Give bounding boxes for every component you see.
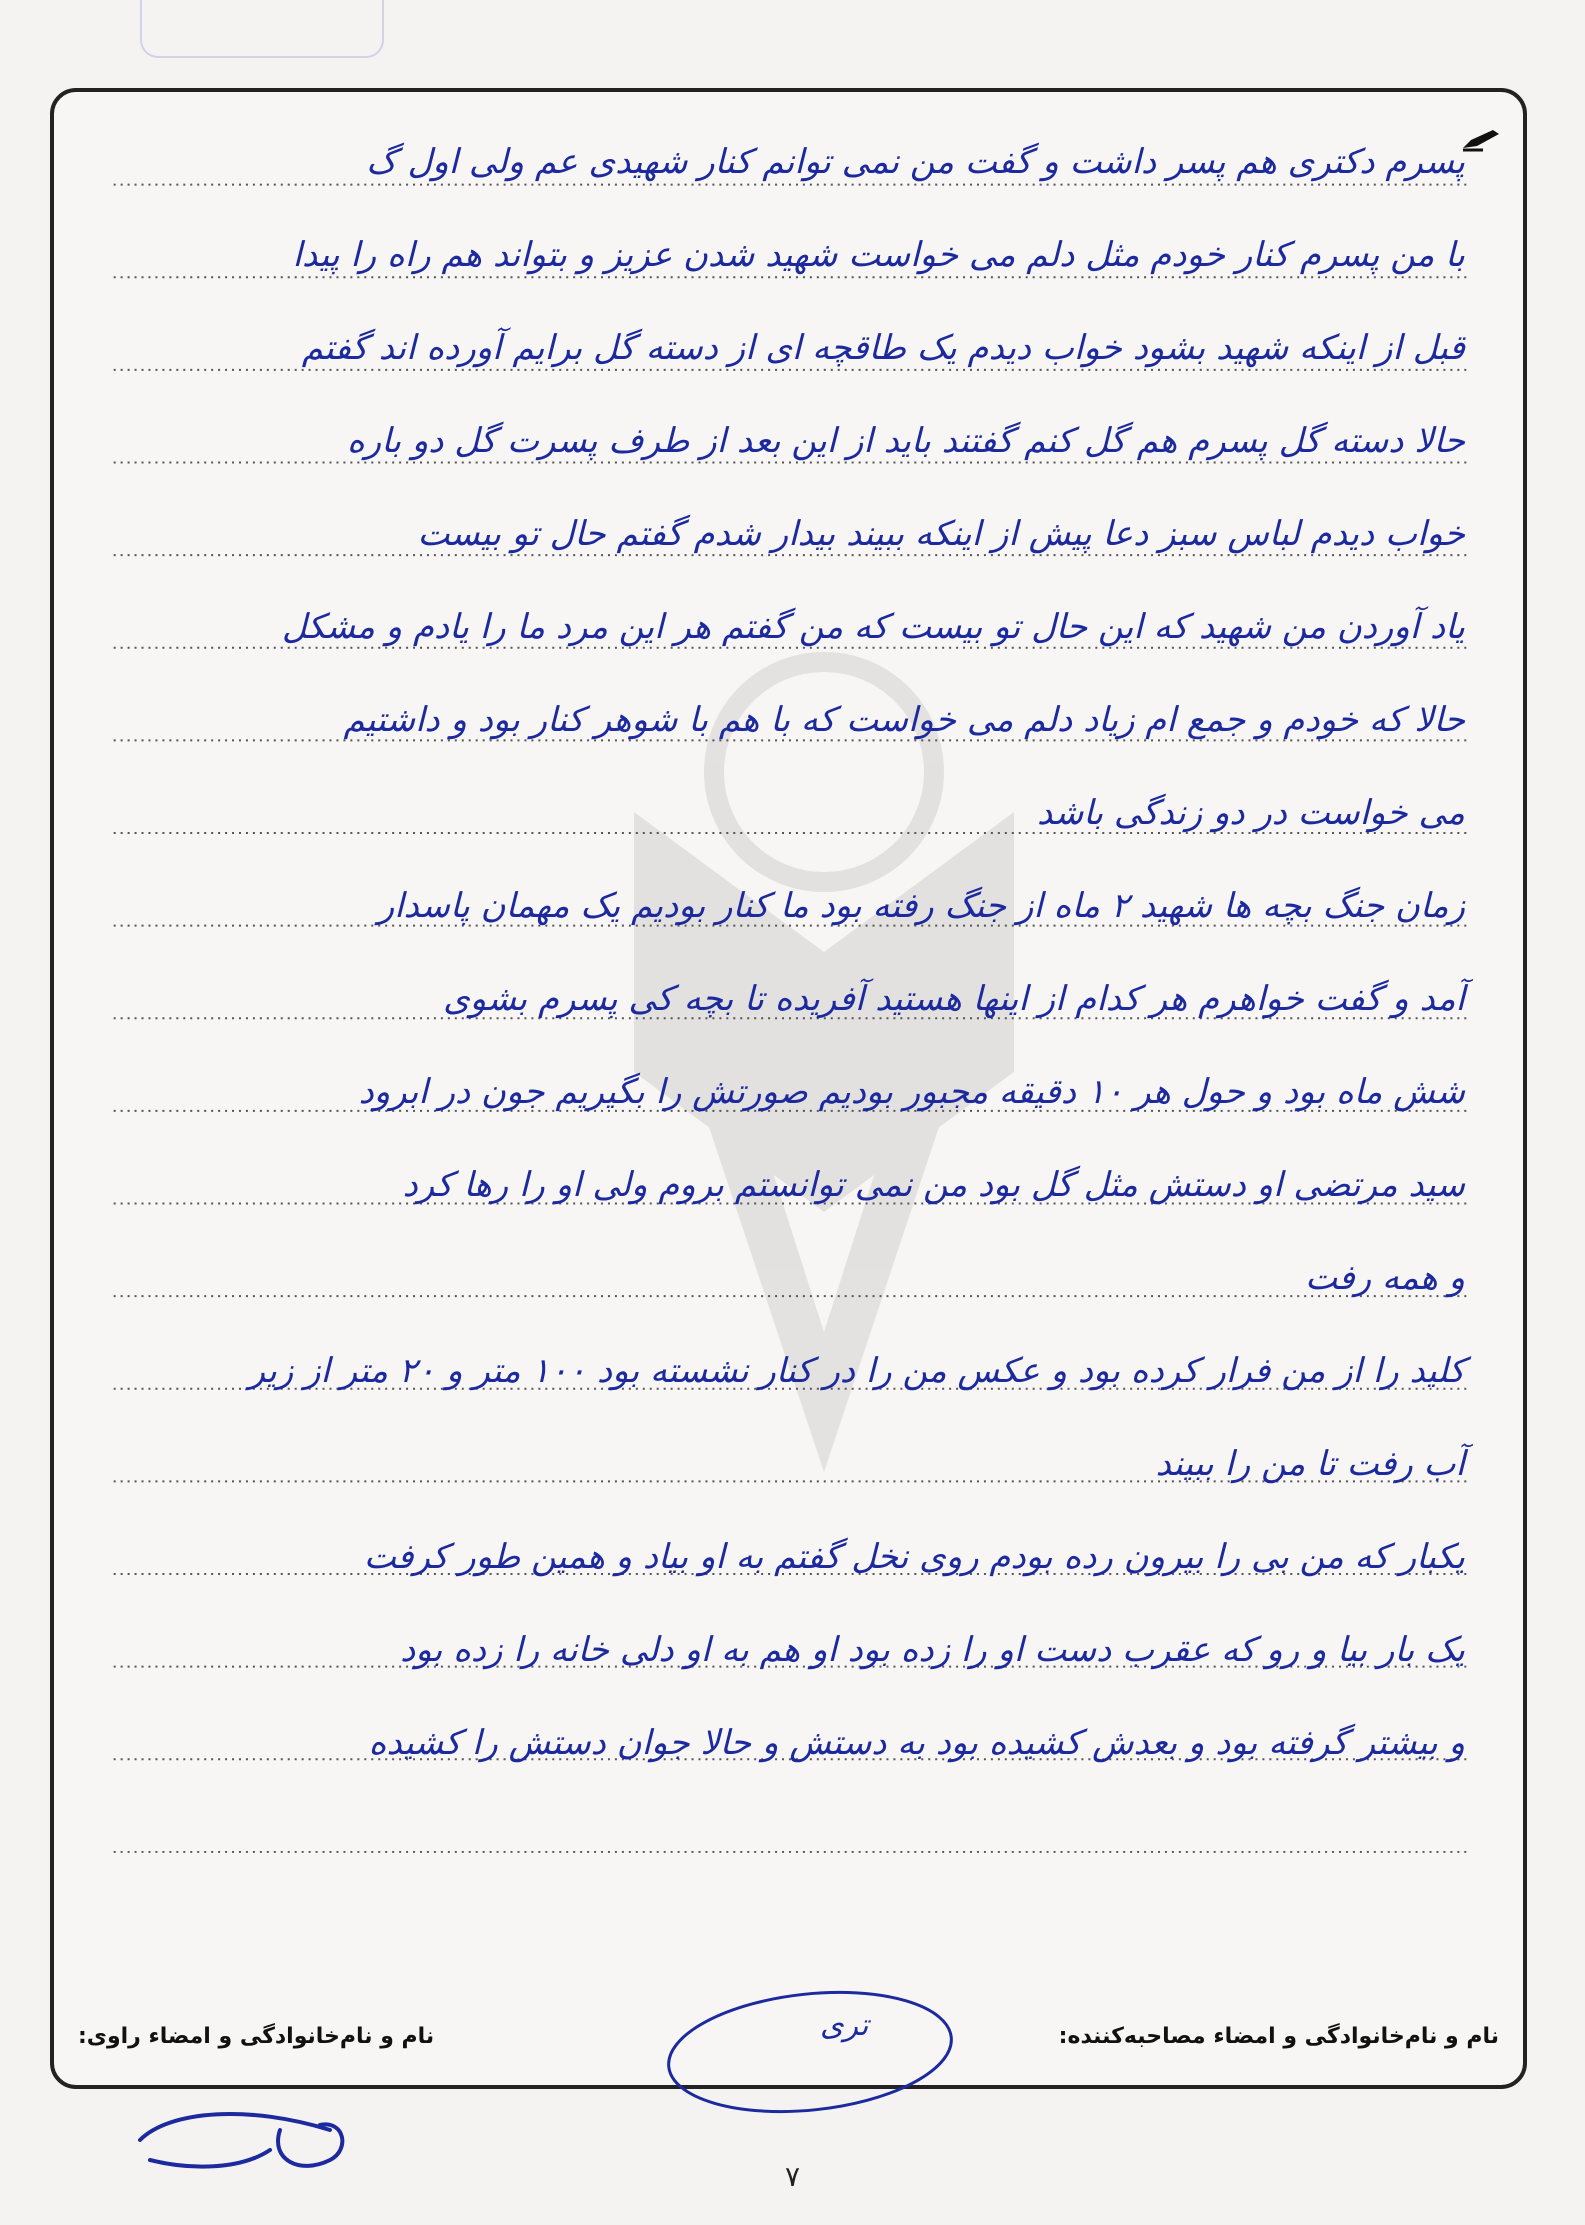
handwritten-line: کلید را از من فرار کرده بود و عکس من را در کنار نشسته بود ۱۰۰ متر و ۲۰ متر از زیر [248,1351,1465,1391]
handwritten-line: و همه رفت [1305,1258,1465,1298]
handwritten-line: آمد و گفت خواهرم هر کدام از اینها هستید آفریده تا بچه کی پسرم بشوی [443,979,1465,1019]
handwritten-line: یاد آوردن من شهید که این حال تو بیست که من گفتم هر این مرد ما را یادم و مشکل [281,607,1465,647]
handwritten-line: شش ماه بود و حول هر ۱۰ دقیقه مجبور بودیم صورتش را بگیریم جون در ابرود [358,1072,1465,1112]
handwritten-line: زمان جنگ بچه ها شهید ۲ ماه از جنگ رفته بود ما کنار بودیم یک مهمان پاسدار [377,886,1465,926]
handwritten-line: آب رفت تا من را ببیند [1155,1444,1465,1484]
page-number: ۷ [784,2160,801,2193]
interviewer-label: نام و نام‌خانوادگی و امضاء مصاحبه‌کننده: [1058,2024,1499,2049]
archive-stamp-corner [140,0,384,58]
handwritten-line: با من پسرم کنار خودم مثل دلم می خواست شهید شدن عزیز و بتواند هم راه را پیدا [292,235,1465,275]
handwritten-line: حالا دسته گل پسرم هم گل کنم گفتند باید از این بعد از طرف پسرت گل دو باره [346,421,1465,461]
handwritten-line: خواب دیدم لباس سبز دعا پیش از اینکه ببیند بیدار شدم گفتم حال تو بیست [417,514,1465,554]
handwritten-line: حالا که خودم و جمع ام زیاد دلم می خواست که با هم با شوهر کنار بود و داشتیم [343,700,1465,740]
handwritten-line: سید مرتضی او دستش مثل گل بود من نمی توانستم بروم ولی او را رها کرد [402,1165,1465,1205]
handwritten-body [124,122,1473,1975]
handwritten-line: یکبار که من بی را بیرون رده بودم روی نخل گفتم به او بیاد و همین طور کرفت [363,1537,1465,1577]
interviewer-signature-oval [660,1985,960,2120]
handwritten-line: یک بار بیا و رو که عقرب دست او را زده بود او هم به او دلی خانه را زده بود [400,1630,1465,1670]
handwritten-line: می خواست در دو زندگی باشد [1036,793,1465,833]
handwritten-line: و بیشتر گرفته بود و بعدش کشیده بود به دستش و حالا جوان دستش را کشیده [368,1723,1465,1763]
handwritten-line: پسرم دکتری هم پسر داشت و گفت من نمی توانم کنار شهیدی عم ولی اول گ [366,142,1465,182]
interviewer-signature: تری [820,2008,869,2043]
handwritten-line: قبل از اینکه شهید بشود خواب دیدم یک طاقچه ای از دسته گل برایم آورده اند گفتم [301,328,1465,368]
page-frame [50,88,1527,2089]
narrator-label: نام و نام‌خانوادگی و امضاء راوی: [78,2024,435,2049]
